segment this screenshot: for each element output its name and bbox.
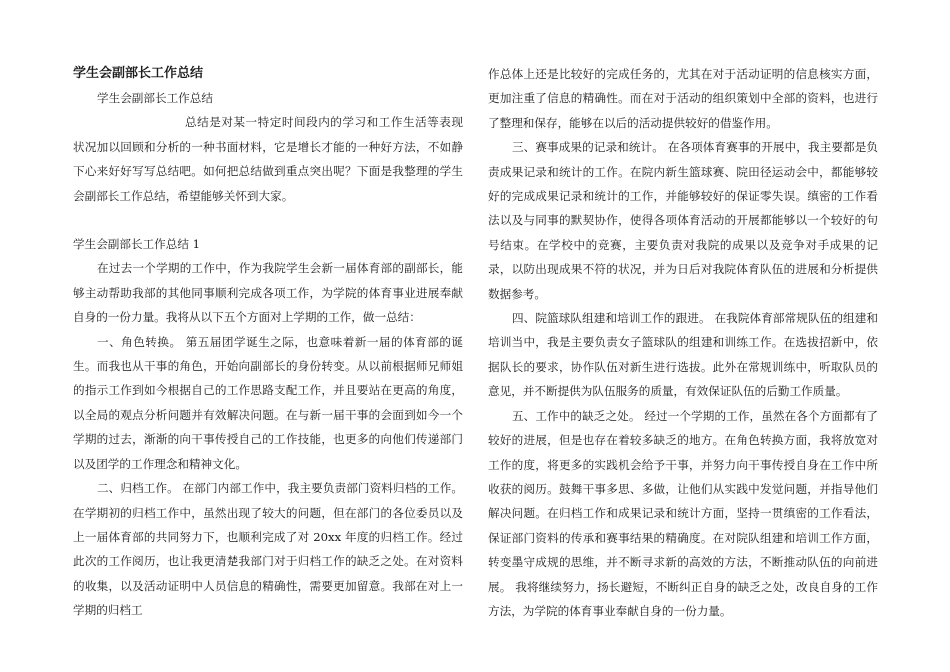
intro-paragraph: 总结是对某一特定时间段内的学习和工作生活等表现状况加以回顾和分析的一种书面材料，它是增长才能的一种好方法，不如静下心来好好写写总结吧。如何把总结做到重点突出呢？下面是我整理的学生会副部长工作总结，希望能够关怀到大家。 [73, 115, 463, 203]
document-subtitle: 学生会副部长工作总结 [97, 91, 213, 105]
body-paragraph: 在过去一个学期的工作中，作为我院学生会新一届体育部的副部长，能够主动帮助我部的其他同事顺利完成各项工作，为学院的体育事业进展奉献自身的一份力量。我将从以下五个方面对上学期的工作，做一总结： [73, 261, 463, 325]
right-column [488, 62, 878, 623]
body-paragraph: 二、归档工作。 在部门内部工作中，我主要负责部门资料归档的工作。在学期初的归档工作中，虽然出现了较大的问题，但在部门的各位委员以及上一届体育部的共同努力下，也顺利完成了对 20xx 年度的归档工作。经过此次的工作阅历，也让我更清楚我部门对于归档工作的缺乏之处。在对资料的收集，以及活动证明中人员信息的精确性，需要更加留意。我部在对上一学期的归档工 [73, 481, 463, 618]
left-column [73, 62, 463, 623]
section-heading: 学生会副部长工作总结 1 [73, 237, 200, 252]
body-paragraph: 四、院篮球队组建和培训工作的跟进。 在我院体育部常规队伍的组建和培训当中，我是主要负责女子篮球队的组建和训练工作。在选拔招新中，依据队长的要求，协作队伍对新生进行选拔。此外在常规训练中，听取队员的意见，并不断提供为队伍服务的质量，有效保证队伍的后勤工作质量。 [488, 311, 878, 399]
body-paragraph: 三、赛事成果的记录和统计。 在各项体育赛事的开展中，我主要都是负责成果记录和统计的工作。在院内新生篮球赛、院田径运动会中，都能够较好的完成成果记录和统计的工作，并能够较好的保证零失误。缜密的工作看法以及与同事的默契协作，使得各项体育活动的开展都能够以一个较好的句号结束。在学校中的竞赛，主要负责对我院的成果以及竞争对手成果的记录，以防出现成果不符的状况，并为日后对我院体育队伍的进展和分析提供数据参考。 [488, 140, 878, 301]
document-title: 学生会副部长工作总结 [73, 66, 204, 81]
body-paragraph: 一、角色转换。 第五届团学诞生之际，也意味着新一届的体育部的诞生。而我也从干事的角色，开始向副部长的身份转变。从以前根据师兄师姐的指示工作到如今根据自己的工作思路支配工作，并且要站在更高的角度，以全局的观点分析问题并有效解决问题。在与新一届干事的会面到如今一个学期的过去，渐渐的向干事传授自己的工作技能，也更多的向他们传递部门以及团学的工作理念和精神文化。 [73, 334, 463, 471]
continued-paragraph: 作总体上还是比较好的完成任务的，尤其在对于活动证明的信息核实方面，更加注重了信息的精确性。而在对于活动的组织策划中全部的资料，也进行了整理和保存，能够在以后的活动提供较好的借鉴作用。 [488, 67, 878, 130]
body-paragraph: 五、工作中的缺乏之处。 经过一个学期的工作，虽然在各个方面都有了较好的进展，但是也存在着较多缺乏的地方。在角色转换方面，我将放宽对工作的度，将更多的实践机会给予干事，并努力向干事传授自身在工作中所收获的阅历。鼓舞干事多思、多做，让他们从实践中发觉问题，并指导他们解决问题。在归档工作和成果记录和统计方面，坚持一贯缜密的工作看法，保证部门资料的传承和赛事结果的精确度。在对院队组建和培训工作方面，转变墨守成规的思维，并不断寻求新的高效的方法，不断推动队伍的向前进展。 我将继续努力，扬长避短，不断纠正自身的缺乏之处，改良自身的工作方法，为学院的体育事业奉献自身的一份力量。 [488, 408, 878, 618]
